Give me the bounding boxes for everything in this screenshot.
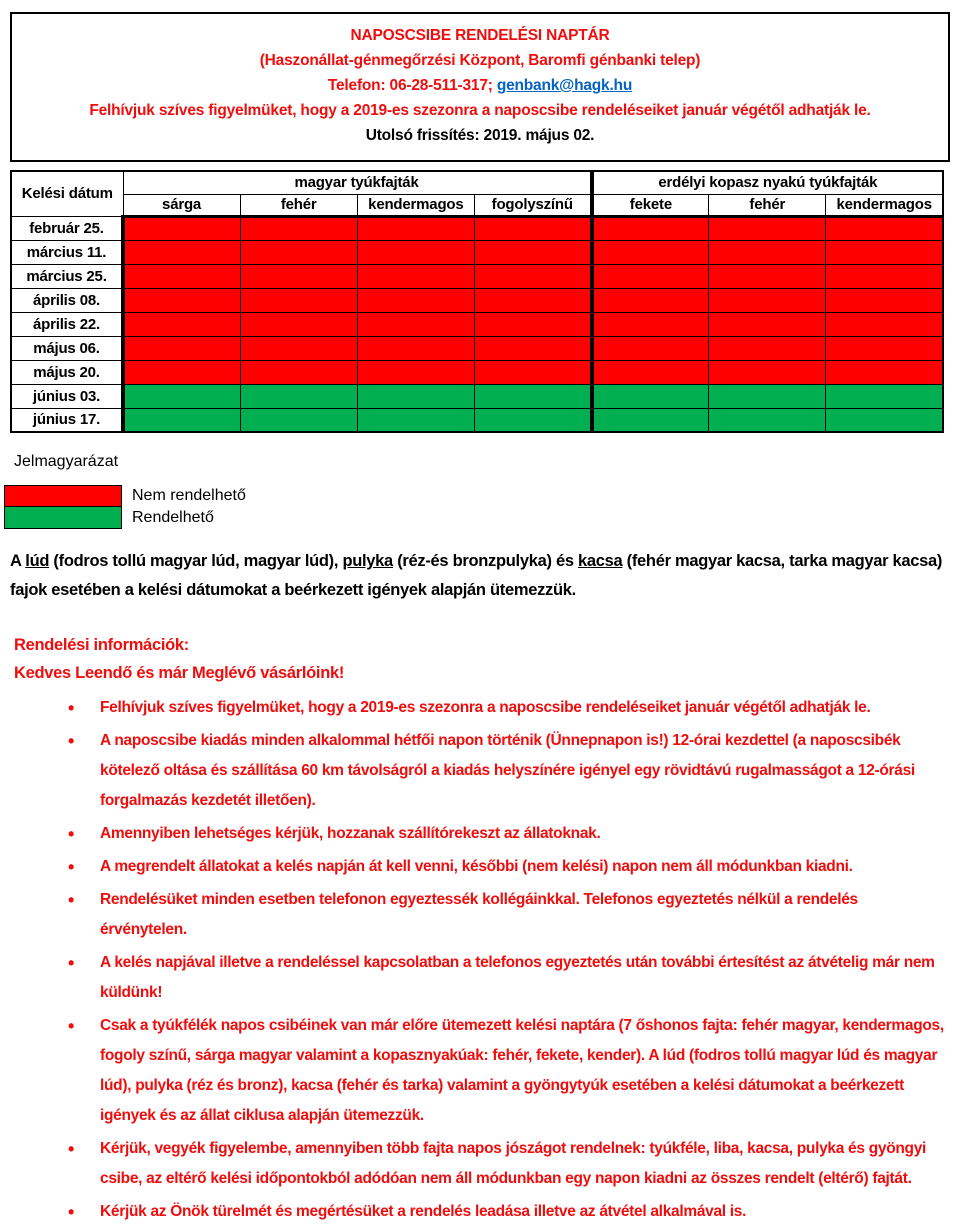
availability-cell	[592, 336, 709, 360]
availability-cell	[240, 264, 357, 288]
availability-cell	[592, 216, 709, 240]
availability-cell	[592, 360, 709, 384]
availability-cell	[357, 264, 474, 288]
hatching-calendar-table	[10, 170, 944, 433]
column-header-hatch-date: Kelési dátum	[11, 171, 123, 216]
info-bullet-item: • A naposcsibe kiadás minden alkalommal hétfői napon történik (Ünnepnapon is!) 12-órai kezdettel (a naposcsibék kötelező oltása és szállítása 60 km távolságról a kiadás helyszínére igényel egy rövidtávú rugalmasságot a 12-órási forgalmazás kezdetét illetően).	[0, 726, 960, 817]
info-bullet-item: • Kérjük, vegyék figyelembe, amennyiben több fajta napos jószágot rendelnek: tyúkféle, liba, kacsa, pulyka és gyöngyi csibe, az eltérő kelési időpontokból adódóan nem áll módunkban egy napon kiadni az összes rendelt (eltérő) fajtát.	[0, 1134, 960, 1195]
availability-cell	[240, 360, 357, 384]
availability-cell	[240, 312, 357, 336]
column-header-1: sárga	[123, 194, 240, 216]
availability-cell	[709, 336, 826, 360]
availability-cell	[592, 312, 709, 336]
calendar-row	[11, 312, 943, 336]
legend-item	[4, 507, 960, 529]
column-header-7: kendermagos	[826, 194, 943, 216]
calendar-row	[11, 288, 943, 312]
availability-cell	[240, 240, 357, 264]
availability-cell	[123, 360, 240, 384]
note-text: (fodros tollú magyar lúd, magyar lúd),	[49, 552, 343, 570]
calendar-row	[11, 384, 943, 408]
column-group-magyar-tyukfajtak: magyar tyúkfajták	[123, 171, 592, 194]
column-header-3: kendermagos	[357, 194, 474, 216]
note-text: (fehér magyar kacsa, tarka magyar kacsa) fajok esetében a kelési dátumokat a beérkezett igények alapján ütemezzük.	[10, 552, 943, 599]
availability-cell	[357, 216, 474, 240]
calendar-row	[11, 240, 943, 264]
info-bullet-item: • Kérjük az Önök türelmét és megértésüket a rendelés leadása illetve az átvétel alkalmával is.	[0, 1197, 960, 1228]
availability-cell	[709, 264, 826, 288]
underlined-species-term: pulyka	[342, 552, 393, 570]
availability-cell	[592, 408, 709, 432]
availability-cell	[474, 336, 591, 360]
column-header-5: fekete	[592, 194, 709, 216]
availability-cell	[709, 312, 826, 336]
availability-cell	[474, 288, 591, 312]
note-text: A	[10, 552, 26, 570]
customer-greeting: Kedves Leendő és már Meglévő vásárlóink!	[14, 664, 345, 682]
hatch-date-cell: június 17.	[11, 408, 123, 432]
availability-cell	[826, 312, 943, 336]
availability-cell	[474, 216, 591, 240]
availability-cell	[357, 360, 474, 384]
hatch-date-cell: április 08.	[11, 288, 123, 312]
availability-cell	[123, 336, 240, 360]
info-bullet-item: • A megrendelt állatokat a kelés napján át kell venni, későbbi (nem kelési) napon nem áll módunkban kiadni.	[0, 852, 960, 883]
legend-label: Rendelhető	[132, 509, 214, 526]
calendar-body	[11, 216, 943, 432]
availability-cell	[357, 240, 474, 264]
legend-swatch-available	[4, 507, 122, 529]
calendar-row	[11, 216, 943, 240]
availability-cell	[474, 264, 591, 288]
availability-cell	[240, 288, 357, 312]
legend-item	[4, 485, 960, 507]
ordering-info-list	[0, 693, 960, 1228]
availability-cell	[709, 240, 826, 264]
availability-cell	[474, 360, 591, 384]
availability-cell	[123, 216, 240, 240]
calendar-header	[11, 171, 943, 216]
availability-cell	[592, 288, 709, 312]
column-group-erdelyi-kopasz-nyaku: erdélyi kopasz nyakú tyúkfajták	[592, 171, 943, 194]
availability-cell	[123, 240, 240, 264]
ordering-info-heading: Rendelési információk:	[14, 636, 189, 654]
calendar-row	[11, 408, 943, 432]
availability-cell	[474, 408, 591, 432]
column-header-6: fehér	[709, 194, 826, 216]
legend-label: Nem rendelhető	[132, 487, 246, 504]
availability-cell	[826, 408, 943, 432]
availability-cell	[240, 408, 357, 432]
availability-cell	[592, 240, 709, 264]
info-bullet-item: • Felhívjuk szíves figyelmüket, hogy a 2019-es szezonra a naposcsibe rendeléseiket január végétől adhatják le.	[0, 693, 960, 724]
availability-cell	[474, 384, 591, 408]
availability-cell	[826, 288, 943, 312]
info-bullet-item: • A kelés napjával illetve a rendeléssel kapcsolatban a telefonos egyeztetés után további értesítést az átvételig már nem küldünk!	[0, 948, 960, 1009]
info-bullet-item: • Rendelésüket minden esetben telefonon egyeztessék kollégáinkkal. Telefonos egyeztetés nélkül a rendelés érvénytelen.	[0, 885, 960, 946]
availability-cell	[357, 312, 474, 336]
availability-cell	[123, 384, 240, 408]
calendar-row	[11, 360, 943, 384]
availability-cell	[709, 360, 826, 384]
hatch-date-cell: március 11.	[11, 240, 123, 264]
page-title: NAPOSCSIBE RENDELÉSI NAPTÁR	[350, 27, 610, 44]
info-bullet-item: • Amennyiben lehetséges kérjük, hozzanak szállítórekeszt az állatoknak.	[0, 819, 960, 850]
species-note	[10, 547, 948, 605]
underlined-species-term: lúd	[25, 552, 50, 570]
availability-cell	[826, 216, 943, 240]
phone-label: Telefon: 06-28-511-317;	[327, 77, 497, 94]
last-updated: Utolsó frissítés: 2019. május 02.	[365, 127, 595, 144]
legend-title: Jelmagyarázat	[14, 453, 119, 470]
order-notice: Felhívjuk szíves figyelmüket, hogy a 2019-es szezonra a naposcsibe rendeléseiket január végétől adhatják le.	[89, 102, 871, 119]
availability-cell	[826, 384, 943, 408]
availability-cell	[123, 288, 240, 312]
hatch-date-cell: június 03.	[11, 384, 123, 408]
document-header	[10, 12, 950, 162]
availability-cell	[826, 264, 943, 288]
availability-cell	[826, 336, 943, 360]
availability-cell	[592, 264, 709, 288]
availability-cell	[474, 240, 591, 264]
email-link[interactable]: genbank@hagk.hu	[496, 77, 633, 94]
contact-line	[18, 73, 942, 98]
hatch-date-cell: február 25.	[11, 216, 123, 240]
availability-cell	[123, 264, 240, 288]
availability-cell	[592, 384, 709, 408]
column-header-4: fogolyszínű	[474, 194, 591, 216]
note-text: (réz-és bronzpulyka) és	[392, 552, 578, 570]
availability-cell	[240, 384, 357, 408]
availability-cell	[357, 288, 474, 312]
legend	[4, 485, 960, 529]
availability-cell	[826, 360, 943, 384]
column-header-2: fehér	[240, 194, 357, 216]
availability-cell	[826, 240, 943, 264]
availability-cell	[709, 384, 826, 408]
availability-cell	[357, 336, 474, 360]
availability-cell	[357, 384, 474, 408]
legend-swatch-unavailable	[4, 485, 122, 507]
availability-cell	[240, 216, 357, 240]
underlined-species-term: kacsa	[577, 552, 623, 570]
hatch-date-cell: május 20.	[11, 360, 123, 384]
availability-cell	[123, 408, 240, 432]
calendar-row	[11, 336, 943, 360]
hatch-date-cell: április 22.	[11, 312, 123, 336]
availability-cell	[123, 312, 240, 336]
availability-cell	[357, 408, 474, 432]
document-page	[0, 12, 960, 1228]
availability-cell	[709, 216, 826, 240]
calendar-row	[11, 264, 943, 288]
availability-cell	[474, 312, 591, 336]
availability-cell	[709, 288, 826, 312]
hatch-date-cell: március 25.	[11, 264, 123, 288]
availability-cell	[240, 336, 357, 360]
hatch-date-cell: május 06.	[11, 336, 123, 360]
organization-subtitle: (Haszonállat-génmegőrzési Központ, Baromfi génbanki telep)	[259, 52, 701, 69]
info-bullet-item: • Csak a tyúkfélék napos csibéinek van már előre ütemezett kelési naptára (7 őshonos fajta: fehér magyar, kendermagos, fogoly színű, sárga magyar valamint a kopasznyakúak: fehér, fekete, kender). A lúd (fodros tollú magyar lúd és magyar lúd), pulyka (réz és bronz), kacsa (fehér és tarka) valamint a gyöngytyúk esetében a kelési dátumokat a beérkezett igények és az állat ciklusa alapján ütemezzük.	[0, 1011, 960, 1132]
availability-cell	[709, 408, 826, 432]
